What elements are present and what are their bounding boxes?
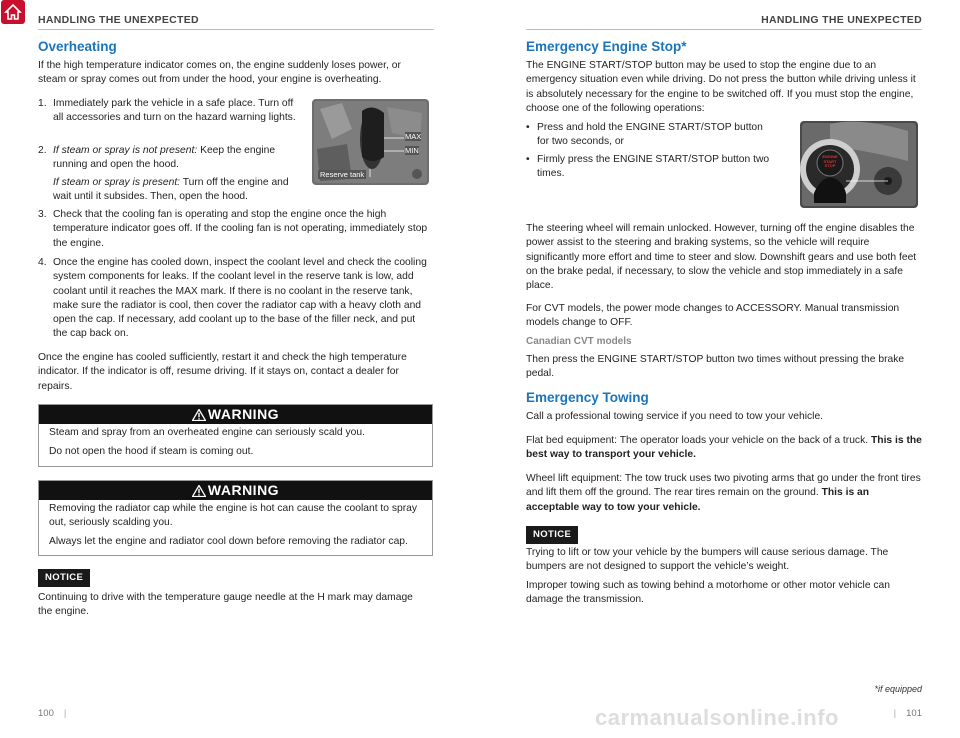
warning-1-line-2: Do not open the hood if steam is coming out. [49, 446, 254, 457]
reserve-tank-image [312, 99, 429, 185]
bullet-2: • Firmly press the ENGINE START/STOP button two times. [526, 154, 770, 180]
footnote: *if equipped [874, 684, 922, 694]
section-header: HANDLING THE UNEXPECTED [38, 14, 199, 26]
step-2: 2. If steam or spray is not present: Keep the engine running and open the hood. If steam or spray is present: Turn off the engine and wait until it subsides. Then, open the hood. [38, 145, 289, 202]
min-label: MIN [405, 146, 419, 155]
max-label: MAX [405, 132, 422, 141]
header-divider [38, 29, 434, 30]
engine-stop-para-2: For CVT models, the power mode changes to ACCESSORY. Manual transmission models change to OFF. [526, 303, 900, 329]
warning-2-line-2: Always let the engine and radiator cool down before removing the radiator cap. [49, 536, 408, 547]
warning-box-1 [38, 404, 433, 467]
towing-para-1: Call a professional towing service if you need to tow your vehicle. [526, 411, 824, 422]
canadian-cvt-subhead: Canadian CVT models [526, 336, 632, 347]
towing-notice-line-2: Improper towing such as towing behind a motorhome or other motor vehicle can damage the transmission. [526, 580, 891, 606]
right-page [480, 0, 960, 738]
section-title-emergency-engine-stop: Emergency Engine Stop* [526, 39, 687, 54]
notice-text: Continuing to drive with the temperature gauge needle at the H mark may damage the engine. [38, 592, 413, 618]
warning-2-line-1: Removing the radiator cap while the engine is hot can cause the coolant to spray out, seriously scalding you. [49, 503, 418, 529]
warning-1-line-1: Steam and spray from an overheated engine can seriously scald you. [49, 427, 365, 438]
warning-box-2 [38, 480, 433, 556]
engine-start-stop-button: ENGINE START STOP [822, 154, 838, 168]
engine-stop-para-1: The steering wheel will remain unlocked. However, turning off the engine disables the power assist to the steering and braking systems, so the vehicle will require significantly more effort and time to steer and slow. Downshift gears and use both feet on the brake pedal, if necessary, to slow the vehicle and stop immediately in a safe place. [526, 223, 917, 292]
section-header: HANDLING THE UNEXPECTED [761, 14, 922, 26]
engine-start-button-image [800, 121, 918, 208]
warning-header-1: WARNING [39, 405, 432, 424]
watermark: carmanualsonline.info [595, 705, 839, 730]
step-4: 4. Once the engine has cooled down, inspect the coolant level and check the cooling system components for leaks. If the coolant level in the reserve tank is low, add coolant until it reaches the MAX mark. If there is no coolant in the reserve tank, make sure the radiator is cool, then cover the radiator cap with a heavy cloth and open the cap. If necessary, add coolant up to the base of the filler neck, and put the cap back on. [38, 257, 427, 340]
reserve-tank-label: Reserve tank [320, 170, 365, 179]
bullet-1: • Press and hold the ENGINE START/STOP button for two seconds, or [526, 122, 763, 148]
warning-triangle-icon [192, 485, 206, 497]
section-title-emergency-towing: Emergency Towing [526, 390, 649, 405]
header-divider [526, 29, 922, 30]
step-1: 1. Immediately park the vehicle in a safe place. Turn off all accessories and turn on the hazard warning lights. [38, 98, 296, 124]
notice-badge: NOTICE [526, 526, 578, 544]
engine-stop-para-3: Then press the ENGINE START/STOP button two times without pressing the brake pedal. [526, 354, 905, 380]
towing-notice-line-1: Trying to lift or tow your vehicle by the bumpers will cause serious damage. The bumpers are not designed to support the vehicle’s weight. [526, 547, 889, 573]
notice-badge: NOTICE [38, 569, 90, 587]
warning-triangle-icon [192, 409, 206, 421]
towing-para-2: Flat bed equipment: The operator loads your vehicle on the back of a truck. This is the best way to transport your vehicle. [526, 435, 922, 461]
section-title-overheating: Overheating [38, 39, 117, 54]
towing-para-3: Wheel lift equipment: The tow truck uses two pivoting arms that go under the front tires and lift them off the ground. The rear tires remain on the ground. This is an acceptable way to tow your vehicle. [526, 473, 921, 513]
engine-stop-intro: The ENGINE START/STOP button may be used to stop the engine due to an emergency situation even while driving. Do not press the button while driving unless it is absolutely necessary for the engine to be switched off. If you must stop the engine, choose one of the following operations: [526, 60, 916, 114]
overheating-intro: If the high temperature indicator comes on, the engine suddenly loses power, or steam or spray comes out from under the hood, your engine is overheating. [38, 60, 401, 86]
page-number: | 101 [893, 708, 922, 719]
overheating-closing: Once the engine has cooled sufficiently, restart it and check the high temperature indicator. If the indicator is off, resume driving. If it stays on, contact a dealer for repairs. [38, 352, 407, 392]
page-number: 100 | [38, 708, 67, 719]
step-3: 3. Check that the cooling fan is operating and stop the engine once the high temperature indicator goes off. If the cooling fan is not operating, immediately stop the engine. [38, 209, 428, 249]
home-icon[interactable] [1, 0, 25, 24]
warning-header-2: WARNING [39, 481, 432, 500]
